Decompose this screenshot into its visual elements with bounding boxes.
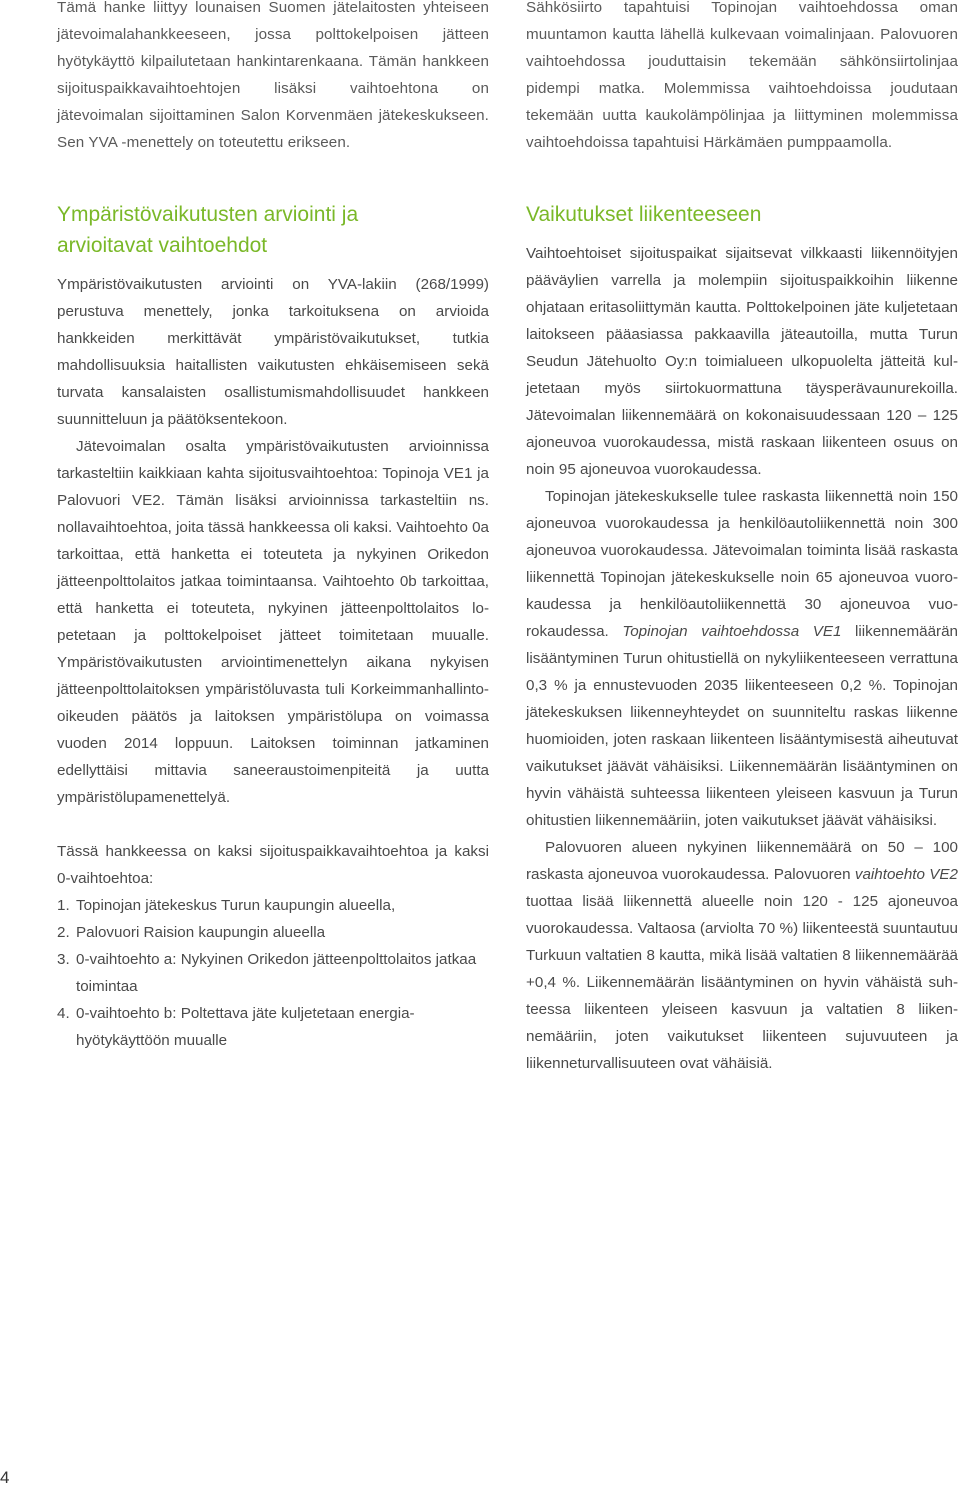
list-number: 3. bbox=[57, 951, 70, 968]
right-column bbox=[526, 0, 958, 1077]
page-number: 4 bbox=[0, 1468, 10, 1487]
section-heading-assessment bbox=[57, 199, 489, 261]
alternatives-list bbox=[57, 892, 489, 1054]
assessment-paragraph-2: Jätevoimalan osalta ympäristövaikutusten arvioinnissa tarkasteltiin kaikkiaan kahta sijoitusvaihtoehtoa: Topinoja VE1 ja Palovuori VE2. Tämän lisäksi arvioinnissa tarkasteltiin ns. nollavaihtoehtoa, joita tässä hankkeessa oli kaksi. Vaihtoehto 0a tarkoittaa, että hanketta ei toteuteta ja nykyinen Orikedon jätteenpolttolaitos jatkaa toimintaansa. Vaihtoehto 0b tarkoittaa, että hanketta ei toteuteta, nykyinen jätteenpolttolaitos lopetetaan ja polttokelpoiset jätteet toimitetaan muualle. Ympäristövaikutusten arviointimenettelyn aikana nykyisen jätteenpolttolaitoksen ympäristöluvasta tuli Korkeimmanhallinto-oikeuden päätös ja laitoksen ympäristölupa on voimassa vuoden 2014 loppuun. Laitoksen toiminnan jatkaminen edellyttäisi mittavia saneeraustoimenpiteitä ja uutta ympäristölupamenettelyä. bbox=[57, 438, 489, 806]
traffic-p2-text-b: liikennemäärän lisääntyminen Turun ohitustiellä on nykyliikenteeseen verrattuna 0,3 % ja ennustevuoden 2035 liikenteeseen 0,2 %. Topinojan jätekeskuksen liikenneyhteydet on suunniteltu raskas liikenne huomioiden, joten raskaan liikenteen lisääntymisestä aiheutuvat vaikutukset jäävät vähäisiksi. Liikennemäärän lisääntyminen on hyvin vähäistä suhteessa liikenteen yleiseen kasvuun ja Turun ohitustien liikennemääriin, joten vaikutukset jäävät vähäisiksi. bbox=[526, 623, 958, 829]
traffic-paragraph-3 bbox=[526, 834, 958, 1077]
list-item bbox=[57, 892, 489, 919]
traffic-paragraph-1: Vaihtoehtoiset sijoituspaikat sijaitsevat vilkkaasti liikennöityjen pääväylien varrella ja molempiin sijoituspaikkoihin liikenne ohjataan eritasoliittymän kautta. Polttokelpoinen jäte kuljetetaan laitokseen pääasiassa pakkaavilla jäteautoilla, mutta Turun Seudun Jätehuolto Oy:n toimialueen ulkopuolelta jätteitä kuljetetaan myös siirtokuormattuna täysperävaunurekoilla. Jätevoimalan liikennemäärä on kokonaisuudessaan 120 – 125 ajoneuvoa vuorokaudessa, mistä raskaan liikenteen osuus on noin 95 ajoneuvoa vuorokaudessa. bbox=[526, 245, 958, 478]
list-number: 4. bbox=[57, 1005, 70, 1022]
traffic-p2-text-a: Topinojan jätekeskukselle tulee raskasta liikennettä noin 150 ajoneuvoa vuorokaudessa ja henkilöautoliikennettä noin 300 ajoneuvoa vuorokaudessa. Jätevoimalan toiminta lisää raskasta liikennettä Topinojan jätekeskukselle noin 65 ajoneuvoa vuorokaudessa ja henkilöautoliikennettä 30 ajoneuvoa vuorokaudessa. bbox=[526, 488, 958, 640]
traffic-p3-text-b: tuottaa lisää liikennettä alueelle noin 120 - 125 ajoneuvoa vuorokaudessa. Valtaosa (arviolta 70 %) liikenteestä suuntautuu Turkuun valtatien 8 kautta, mikä lisää valtatien 8 liikennemäärää +0,4 %. Liikennemäärän lisääntyminen on hyvin vähäistä suhteessa liikenteen yleiseen kasvuun ja valtatien 8 liikennemääriin, joten vaikutukset liikenteen sujuvuuteen ja liikenneturvallisuuteen ovat vähäisiä. bbox=[526, 893, 958, 1072]
list-item bbox=[57, 1000, 489, 1054]
list-text: Palovuori Raision kaupungin alueella bbox=[76, 924, 326, 941]
traffic-p3-emphasis: vaihtoehto VE2 bbox=[854, 866, 958, 883]
assessment-paragraph-1: Ympäristövaikutusten arviointi on YVA-lakiin (268/1999) perustuva menettely, jonka tarkoituksena on arvioida hankkeiden merkittävät ympäristövaikutukset, tutkia mahdollisuuksia haitallisten vaikutusten ehkäisemiseen sekä turvata kansalaisten osallistumismahdollisuudet hankkeen suunnitteluun ja päätöksentekoon. bbox=[57, 276, 489, 428]
list-number: 1. bbox=[57, 897, 70, 914]
alternatives-intro: Tässä hankkeessa on kaksi sijoituspaikkavaihtoehtoa ja kaksi 0-vaihtoehtoa: bbox=[57, 843, 489, 887]
heading-line-2: arvioitavat vaihtoehdot bbox=[57, 234, 268, 257]
list-number: 2. bbox=[57, 924, 70, 941]
left-column bbox=[57, 0, 489, 1054]
list-text: Topinojan jätekeskus Turun kaupungin alueella, bbox=[76, 897, 396, 914]
power-transfer-paragraph: Sähkösiirto tapahtuisi Topinojan vaihtoehdossa oman muuntamon kautta lähellä kulkevaan voimalinjaan. Palovuoren vaihtoehdossa jouduttaisin tekemään sähkönsiirtolinjaa pidempi matka. Molemmissa vaihtoehdoissa joudutaan tekemään uutta kaukolämpölinjaa ja liittyminen molemmissa vaihtoehdoissa tapahtuisi Härkämäen pumppaamolla. bbox=[526, 0, 958, 151]
list-item bbox=[57, 946, 489, 1000]
traffic-paragraph-2 bbox=[526, 483, 958, 834]
traffic-p2-emphasis: Topinojan vaihtoehdossa VE1 bbox=[622, 623, 842, 640]
list-item bbox=[57, 919, 489, 946]
intro-paragraph: Tämä hanke liittyy lounaisen Suomen jätelaitosten yhteiseen jätevoimalahankkeeseen, jossa polttokelpoisen jätteen hyötykäyttö kilpailutetaan hankintarenkaana. Tämän hankkeen sijoituspaikkavaihtoehtojen lisäksi vaihtoehtona on jätevoimalan sijoittaminen Salon Korvenmäen jätekeskukseen. Sen YVA -menettely on toteutettu erikseen. bbox=[57, 0, 489, 151]
heading-line-1: Ympäristövaikutusten arviointi ja bbox=[57, 203, 359, 226]
list-text: 0-vaihtoehto a: Nykyinen Orikedon jätteenpolttolaitos jatkaa toimintaa bbox=[76, 951, 477, 995]
section-heading-traffic: Vaikutukset liikenteeseen bbox=[526, 203, 762, 226]
traffic-p3-text-a: Palovuoren alueen nykyinen liikennemäärä on 50 – 100 raskasta ajoneuvoa vuorokaudessa. Palovuoren bbox=[526, 839, 958, 883]
list-text: 0-vaihtoehto b: Poltettava jäte kuljetetaan energiahyötykäyttöön muualle bbox=[76, 1005, 415, 1049]
